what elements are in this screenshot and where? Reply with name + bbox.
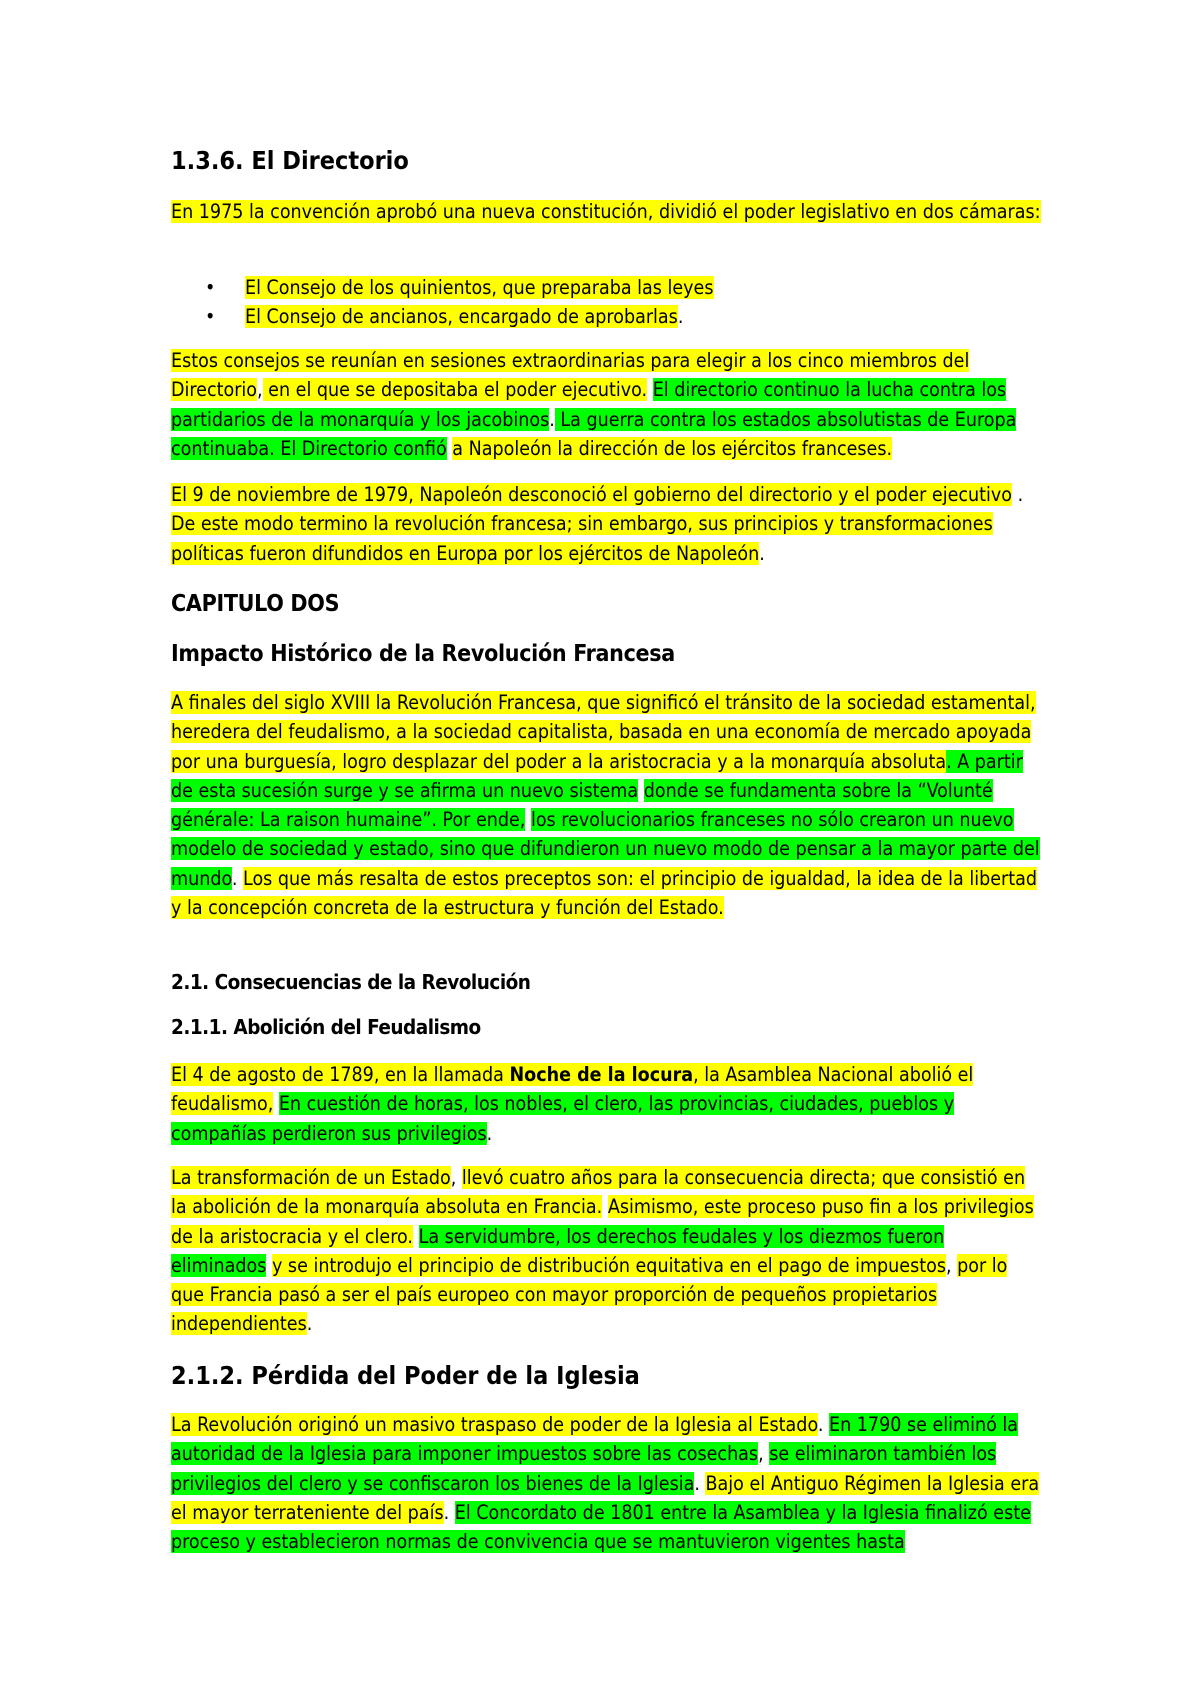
green-highlight: . A partir de esta sucesión surge y se afirma un nuevo sistema	[171, 749, 1023, 802]
green-highlight: En 1790 se eliminó la autoridad de la Iglesia para imponer impuestos sobre las cosechas	[171, 1413, 1019, 1466]
yellow-highlight: La Revolución originó un masivo traspaso de poder de la Iglesia al Estado	[171, 1413, 818, 1436]
section-heading-directorio: 1.3.6. El Directorio	[171, 146, 409, 175]
yellow-highlight: El 9 de noviembre de 1979, Napoleón desconoció el gobierno del directorio y el poder ejecutivo	[171, 483, 1012, 506]
text-run	[647, 378, 653, 401]
green-highlight: donde se fundamenta sobre la “Volunté générale: La raison humaine”. Por ende,	[171, 778, 993, 832]
green-highlight: El directorio continuo la lucha contra los partidarios de la monarquía y los jacobinos	[171, 378, 1007, 431]
text-run: .	[549, 407, 555, 431]
yellow-highlight: Bajo el Antiguo Régimen la Iglesia era el mayor terrateniente del país	[171, 1471, 1040, 1524]
yellow-highlight: en el que se depositaba el poder ejecutivo.	[262, 378, 648, 402]
yellow-highlight: En 1975 la convención aprobó una nueva constitución, dividió el poder legislativo en dos cámaras:	[171, 200, 1041, 223]
yellow-highlight: Asimismo, este proceso puso fin a los privilegios de la aristocracia y el clero.	[171, 1195, 1034, 1248]
text-run: .	[817, 1413, 829, 1436]
text-run: .	[677, 305, 684, 329]
yellow-highlight: llevó cuatro años para la consecuencia directa; que consistió en la abolición de la monarquía absoluta en Francia.	[171, 1166, 1026, 1219]
text-run: ,	[450, 1166, 462, 1189]
bullet-text	[245, 305, 683, 328]
bullet-text	[245, 276, 714, 299]
green-highlight: los revolucionarios franceses no sólo crearon un nuevo modelo de sociedad y estado, sino que difundieron un nuevo modo de pensar a la mayor parte del mundo	[171, 808, 1040, 890]
bullet-icon: •	[205, 305, 216, 329]
yellow-highlight: El 4 de agosto de 1789, en la llamada	[171, 1063, 510, 1086]
paragraph-noche-locura	[171, 1060, 1041, 1148]
paragraph-directorio-intro	[171, 197, 1041, 226]
yellow-highlight: y se introdujo el principio de distribución equitativa en el pago de impuestos	[271, 1253, 946, 1277]
text-run	[413, 1225, 419, 1248]
chapter-subtitle: Impacto Histórico de la Revolución Francesa	[171, 641, 675, 667]
yellow-highlight: La transformación de un Estado	[171, 1166, 451, 1189]
yellow-highlight: A finales del siglo XVIII la Revolución Francesa, que significó el tránsito de la sociedad estamental, heredera del feudalismo, a la sociedad capitalista, basada en una economía de mercado apoyada por una burguesía, logro desplazar del poder a la aristocracia y a la monarquía absoluta	[171, 691, 1036, 773]
yellow-highlight: a Napoleón la dirección de los ejércitos franceses.	[452, 436, 893, 460]
text-run: .	[231, 866, 244, 890]
yellow-highlight: El Consejo de los quinientos, que preparaba las leyes	[245, 276, 714, 299]
yellow-highlight: El Consejo de ancianos, encargado de aprobarlas	[245, 305, 678, 329]
text-run: .	[1012, 483, 1024, 506]
paragraph-iglesia	[171, 1410, 1041, 1556]
paragraph-consejos	[171, 346, 1041, 463]
yellow-highlight: , la Asamblea Nacional abolió el feudalismo,	[171, 1063, 974, 1116]
green-highlight: La guerra contra los estados absolutistas de Europa continuaba. El Directorio confió	[171, 407, 1017, 460]
yellow-highlight: Estos consejos se reunían en sesiones extraordinarias para elegir a los cinco miembros del Directorio	[171, 349, 970, 402]
yellow-highlight: por lo que Francia pasó a ser el país europeo con mayor proporción de pequeños propietarios independientes	[171, 1253, 1008, 1336]
text-run: ,	[946, 1253, 958, 1277]
text-run: .	[759, 541, 765, 565]
consejos-bullet-list	[171, 273, 1041, 332]
green-highlight: La servidumbre, los derechos feudales y los diezmos fueron eliminados	[171, 1224, 945, 1277]
green-highlight: El Concordato de 1801 entre la Asamblea y la Iglesia finalizó este proceso y establecieron normas de convivencia que se mantuvieron vigentes hasta	[171, 1500, 1031, 1554]
yellow-highlight: De este modo termino la revolución francesa; sin embargo, sus principios y transformaciones políticas fueron difundidos en Europa por los ejércitos de Napoleón	[171, 512, 993, 565]
chapter-title: CAPITULO DOS	[171, 591, 340, 617]
green-highlight: se eliminaron también los privilegios del clero y se confiscaron los bienes de la Iglesia	[171, 1442, 997, 1495]
section-heading-feudalismo: 2.1.1. Abolición del Feudalismo	[171, 1015, 481, 1039]
text-run: ,	[257, 378, 263, 402]
text-run	[638, 779, 644, 802]
section-heading-consecuencias: 2.1. Consecuencias de la Revolución	[171, 970, 531, 994]
paragraph-transformacion	[171, 1163, 1041, 1339]
text-run	[602, 1195, 608, 1218]
bullet-item	[171, 273, 1041, 302]
text-run: .	[306, 1312, 313, 1336]
yellow-highlight: Los que más resalta de estos preceptos son: el principio de igualdad, la idea de la libertad y la concepción concreta de la estructura y función del Estado.	[171, 866, 1038, 920]
text-run	[273, 1092, 279, 1115]
text-run: ,	[758, 1442, 770, 1466]
bullet-icon: •	[205, 276, 216, 299]
bullet-item	[171, 302, 1041, 331]
paragraph-impacto	[171, 688, 1041, 922]
text-run: .	[486, 1121, 493, 1145]
paragraph-napoleon	[171, 480, 1041, 568]
text-run: .	[443, 1500, 455, 1524]
text-run: .	[694, 1471, 706, 1495]
yellow-highlight: Noche de la locura	[509, 1063, 694, 1086]
green-highlight: En cuestión de horas, los nobles, el clero, las provincias, ciudades, pueblos y compañías perdieron sus privilegios	[171, 1092, 955, 1145]
section-heading-iglesia: 2.1.2. Pérdida del Poder de la Iglesia	[171, 1361, 640, 1390]
